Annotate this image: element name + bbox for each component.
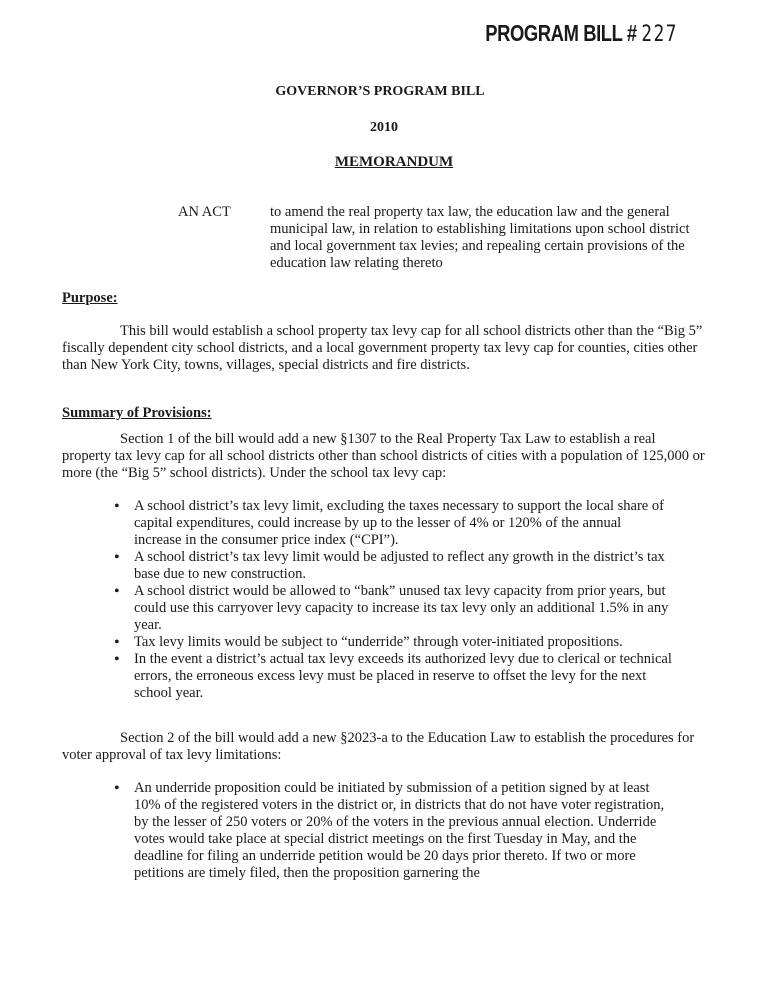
- purpose-heading: Purpose:: [62, 290, 118, 306]
- section1-paragraph: Section 1 of the bill would add a new §1307 to the Real Property Tax Law to establish a real property tax levy cap for all school districts other than school districts of cities with a population of 125,000 or more (the “Big 5” school districts). Under the school tax levy cap:: [62, 431, 705, 481]
- list-item: • A school district’s tax levy limit would be adjusted to reflect any growth in the district’s tax base due to new construction.: [62, 549, 672, 583]
- document-type: MEMORANDUM: [334, 154, 454, 170]
- list-item: • A school district would be allowed to “bank” unused tax levy capacity from prior years, but could use this carryover levy capacity to increase its tax levy only an additional 1.5% in any year.: [62, 583, 672, 634]
- document-year: 2010: [370, 120, 398, 135]
- summary-heading: Summary of Provisions:: [62, 405, 212, 421]
- list-item: • A school district’s tax levy limit, excluding the taxes necessary to support the local share of capital expenditures, could increase by up to the lesser of 4% or 120% of the annual increase in the consumer price index (“CPI”).: [62, 498, 672, 549]
- list-item: • Tax levy limits would be subject to “underride” through voter-initiated propositions.: [62, 634, 672, 651]
- stamp-label: PROGRAM BILL #: [485, 20, 637, 46]
- act-text: to amend the real property tax law, the education law and the general municipal law, in relation to establishing limitations upon school district and local government tax levies; and repealing certain provisions of the education law relating thereto: [270, 204, 690, 271]
- list-item: • In the event a district’s actual tax levy exceeds its authorized levy due to clerical or technical errors, the erroneous excess levy must be placed in reserve to offset the levy for the next school year.: [62, 651, 672, 702]
- section2-bullet-list: [62, 780, 672, 882]
- stamp-number: 227: [641, 22, 678, 47]
- section2-paragraph: Section 2 of the bill would add a new §2023-a to the Education Law to establish the procedures for voter approval of tax levy limitations:: [62, 730, 695, 763]
- purpose-paragraph: This bill would establish a school property tax levy cap for all school districts other than the “Big 5” fiscally dependent city school districts, and a local government property tax levy cap for counties, cities other than New York City, towns, villages, special districts and fire districts.: [62, 323, 703, 373]
- program-bill-stamp: [485, 20, 678, 47]
- list-item: • An underride proposition could be initiated by submission of a petition signed by at least 10% of the registered voters in the district or, in districts that do not have voter registration, by the lesser of 250 voters or 20% of the voters in the previous annual election. Underride votes would take place at special district meetings on the first Tuesday in May, and the deadline for filing an underride petition would be 20 days prior thereto. If two or more petitions are timely filed, then the proposition garnering the: [62, 780, 672, 882]
- document-title: GOVERNOR’S PROGRAM BILL: [275, 84, 485, 99]
- act-label: AN ACT: [178, 204, 231, 220]
- section1-bullet-list: [62, 498, 672, 702]
